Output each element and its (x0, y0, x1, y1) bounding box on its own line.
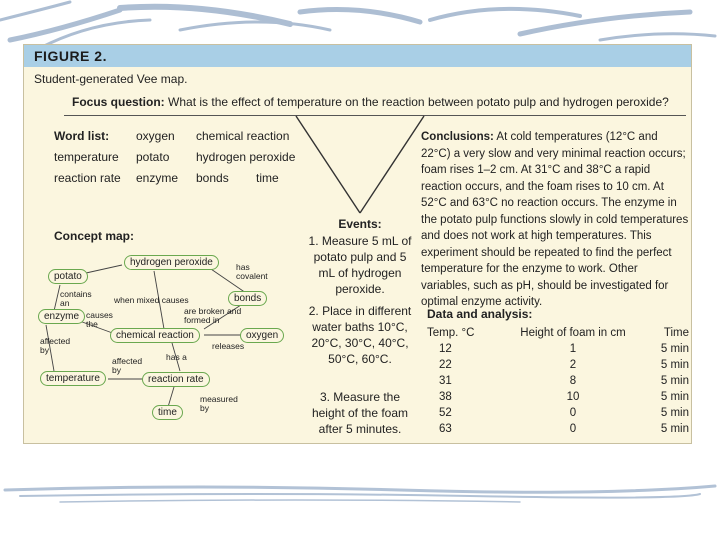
node-enzyme: enzyme (38, 309, 85, 324)
node-bonds: bonds (228, 291, 267, 306)
node-temperature: temperature (40, 371, 106, 386)
figure-subtitle: Student-generated Vee map. (34, 72, 188, 86)
word-enzyme: enzyme (136, 171, 179, 185)
conclusions-text: At cold temperatures (12°C and 22°C) a very slow and very minimal reaction occurs; foam rises 1–2 cm. At 31°C and 38°C a rapid reaction occurs, and the foam rises to 10 cm. At 52°C and 63°C no reaction occurs. The enzyme in the potato pulp functions slowly in cold temperatures and does not work at high temperatures. This experiment should be repeated to find the perfect temperature for the enzyme to work. Other variables, such as pH, should be investigated for optimal enzyme activity. (421, 131, 689, 308)
cell-temp: 52 (439, 407, 452, 419)
word-temperature: temperature (54, 150, 119, 164)
cell-temp: 63 (439, 423, 452, 435)
cell-temp: 12 (439, 343, 452, 355)
cell-time: 5 min (660, 375, 689, 387)
event-step-2: 2. Place in different water baths 10°C, 20°C, 30°C, 40°C, 50°C, 60°C. (308, 304, 412, 366)
word-hydrogen-peroxide: hydrogen peroxide (196, 150, 296, 164)
link-causes-the: causes the (86, 310, 113, 329)
conclusions (421, 129, 689, 311)
focus-label: Focus question: (72, 95, 165, 109)
node-reaction-rate: reaction rate (142, 372, 210, 387)
word-list-title: Word list: (54, 129, 110, 143)
link-when-mixed-causes: when mixed causes (114, 295, 189, 305)
decorative-brush-bottom (0, 476, 720, 516)
cell-foam: 1 (569, 343, 577, 355)
cell-foam: 8 (569, 375, 577, 387)
link-contains-an: contains an (60, 289, 92, 308)
word-reaction-rate: reaction rate (54, 171, 121, 185)
node-time: time (152, 405, 183, 420)
events-title: Events: (338, 217, 382, 231)
event-step-3: 3. Measure the height of the foam after 5 minutes. (311, 390, 409, 436)
word-chemical-reaction: chemical reaction (196, 129, 290, 143)
data-analysis-title: Data and analysis: (427, 307, 533, 321)
node-oxygen: oxygen (240, 328, 284, 343)
cell-foam: 2 (569, 359, 577, 371)
node-hydrogen-peroxide: hydrogen peroxide (124, 255, 219, 270)
cell-foam: 0 (569, 407, 577, 419)
table-row (427, 373, 689, 389)
table-row (427, 405, 689, 421)
table-row (427, 421, 689, 437)
link-affected-by: affected by (40, 336, 71, 355)
node-chemical-reaction: chemical reaction (110, 328, 200, 343)
concept-map-title: Concept map: (54, 229, 135, 243)
cell-foam: 10 (566, 391, 580, 403)
cell-foam: 0 (569, 423, 577, 435)
cell-time: 5 min (660, 343, 689, 355)
cell-time: 5 min (660, 423, 689, 435)
cell-temp: 22 (439, 359, 452, 371)
cell-temp: 31 (439, 375, 452, 387)
cell-time: 5 min (660, 391, 689, 403)
table-row (427, 341, 689, 357)
cell-time: 5 min (660, 359, 689, 371)
link-affected-by-2: affected by (112, 356, 143, 375)
link-are-broken: are broken and formed in (184, 306, 242, 325)
link-measured-by: measured by (200, 394, 238, 413)
figure-panel (23, 44, 692, 444)
word-bonds: bonds (196, 171, 229, 185)
conclusions-label: Conclusions: (421, 131, 494, 143)
word-time: time (256, 171, 279, 185)
figure-title: FIGURE 2. (34, 48, 107, 64)
focus-text: What is the effect of temperature on the reaction between potato pulp and hydrogen peroxide? (168, 95, 669, 109)
link-has-covalent: has covalent (236, 262, 268, 281)
header-temp: Temp. °C (427, 327, 475, 339)
cell-temp: 38 (439, 391, 452, 403)
link-releases: releases (212, 341, 245, 351)
word-potato: potato (136, 150, 170, 164)
event-step-1: 1. Measure 5 mL of potato pulp and 5 mL of hydrogen peroxide. (308, 234, 412, 296)
word-oxygen: oxygen (136, 129, 175, 143)
table-row (427, 389, 689, 405)
link-has-a: has a (166, 352, 187, 362)
table-row (427, 357, 689, 373)
cell-time: 5 min (660, 407, 689, 419)
table-header-row (427, 325, 689, 341)
header-foam-height: Height of foam in cm (520, 327, 626, 339)
node-potato: potato (48, 269, 88, 284)
data-table (427, 325, 689, 437)
header-time: Time (663, 327, 689, 339)
